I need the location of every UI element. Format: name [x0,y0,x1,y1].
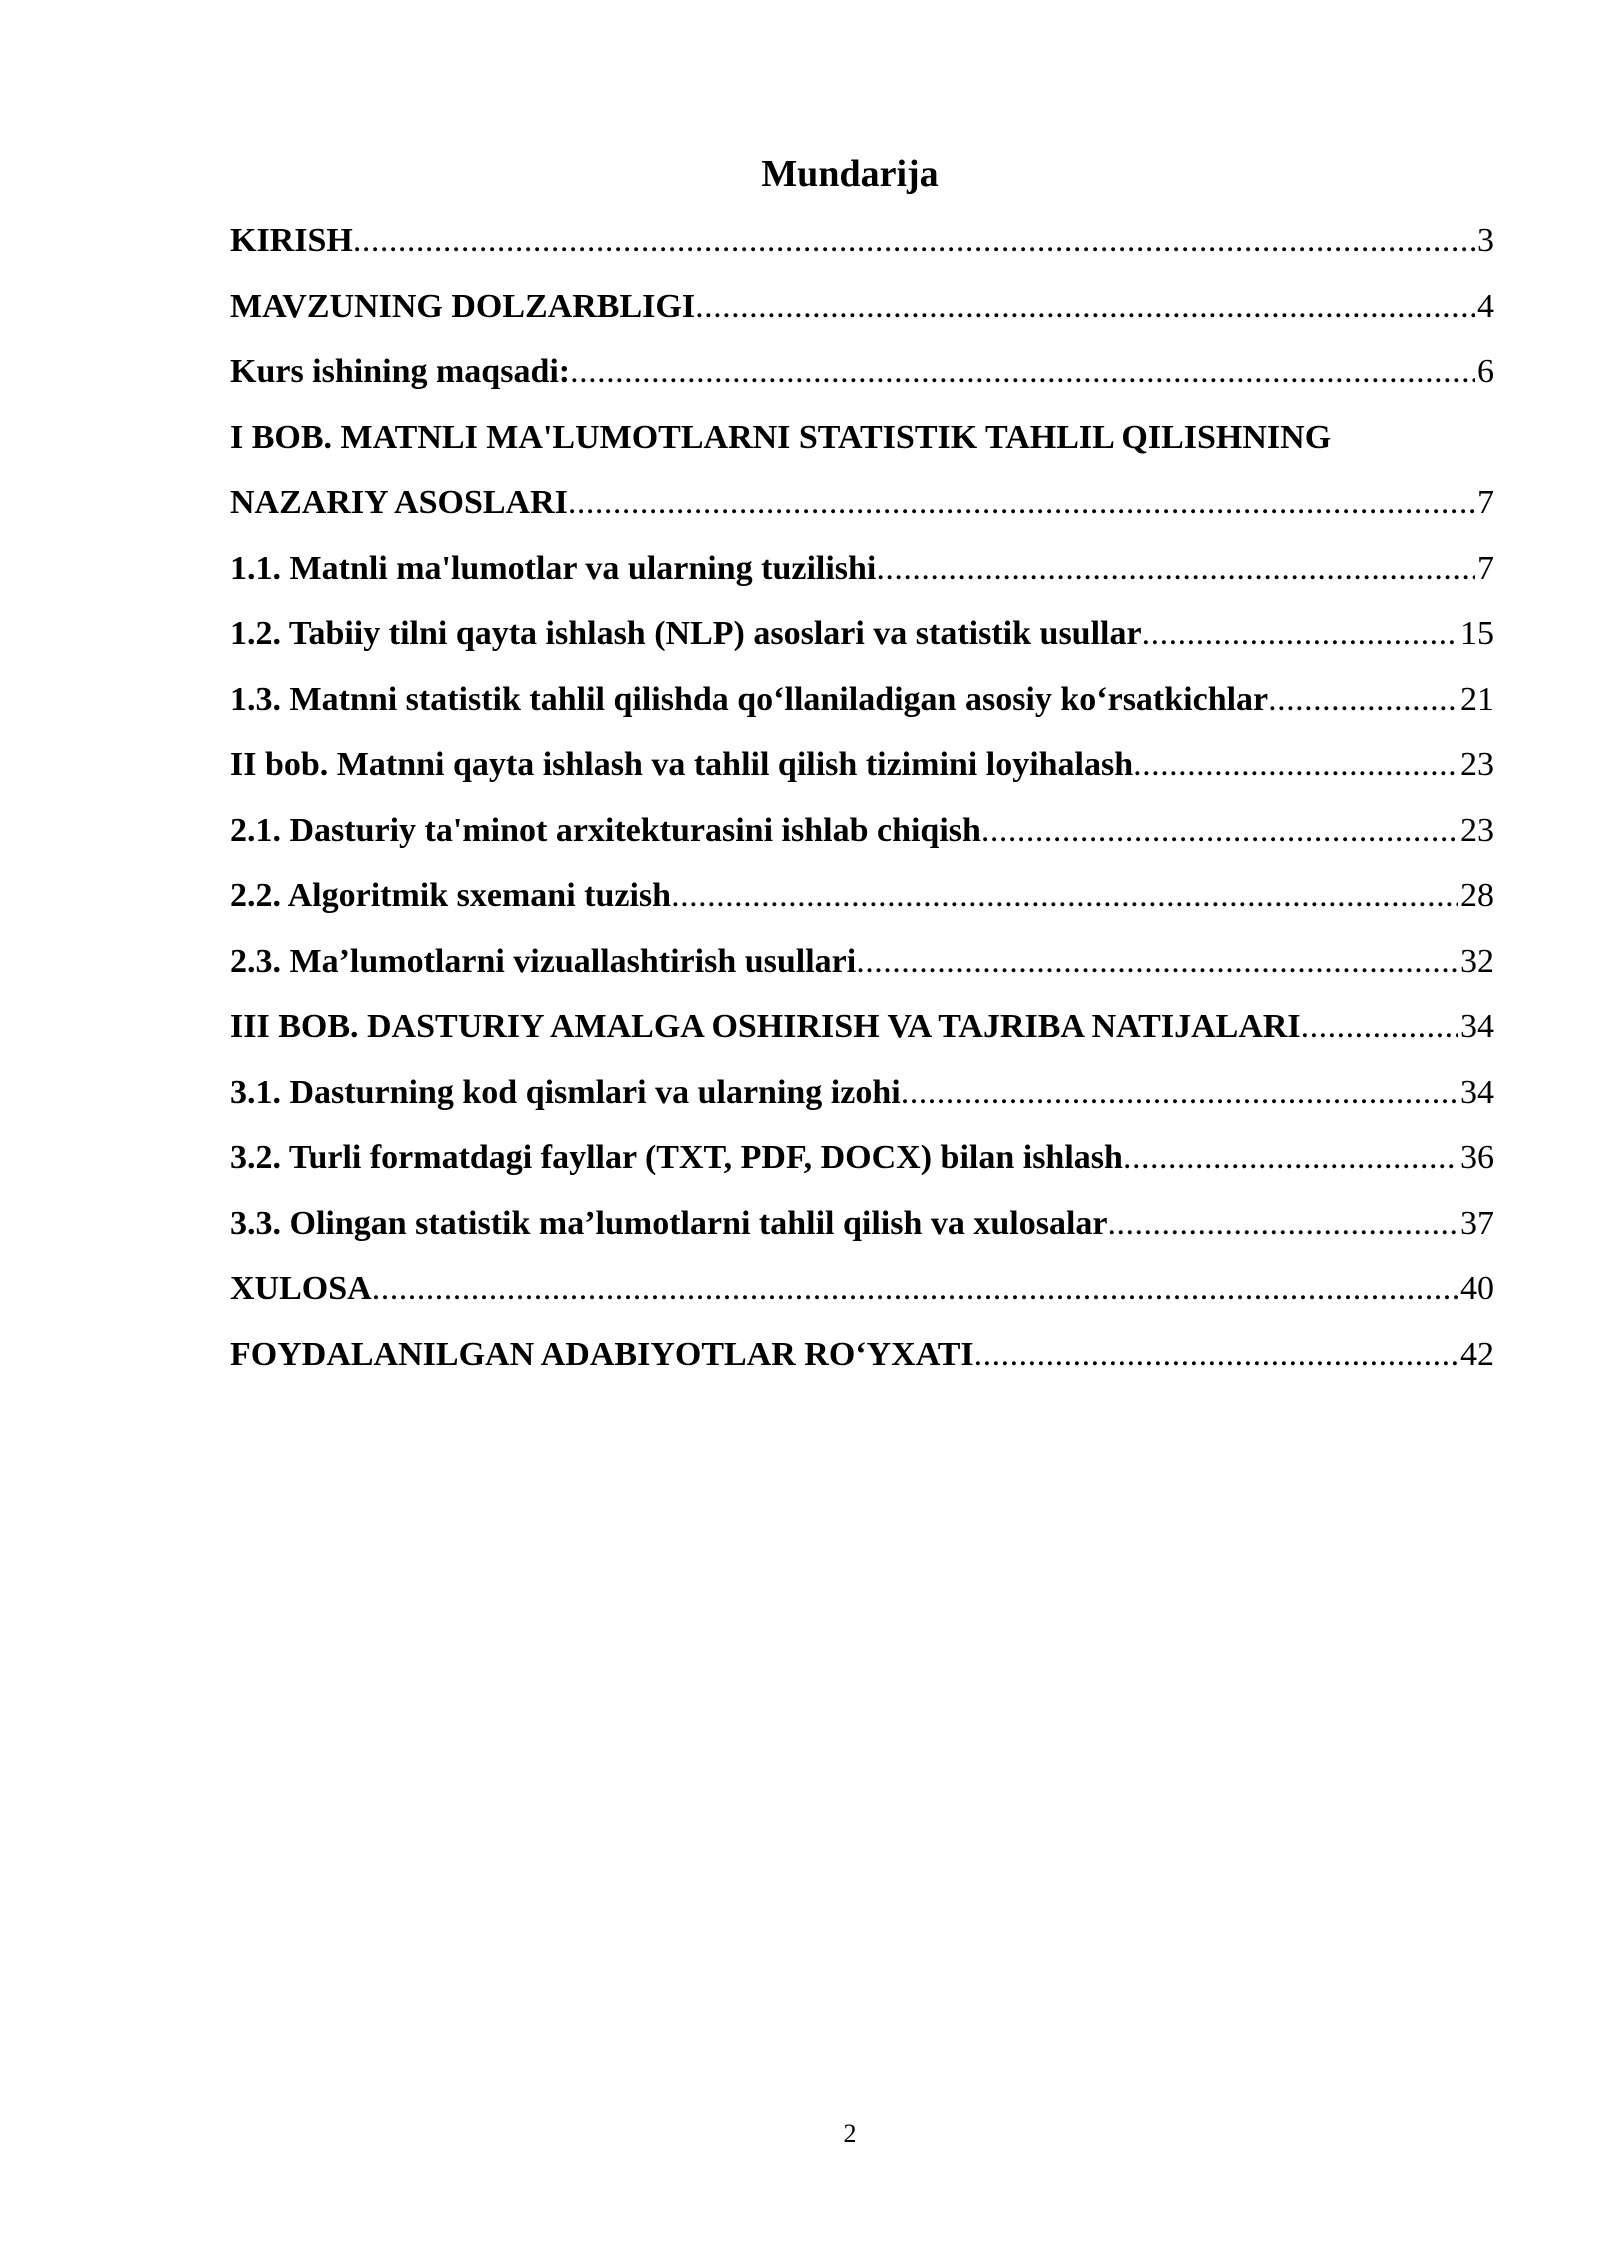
toc-entry-label: 3.1. Dasturning kod qismlari va ularning izohi [230,1073,901,1111]
toc-entry-page: 21 [1460,680,1494,718]
toc-dot-leader [876,536,1475,602]
toc-dot-leader [981,798,1458,864]
toc-entry-label: 1.1. Matnli ma'lumotlar va ularning tuzilishi [230,549,877,587]
toc-entry-chapter-3[interactable] [230,994,1494,1060]
toc-entry-3-2[interactable] [230,1125,1494,1191]
toc-entry-page: 4 [1477,287,1494,325]
toc-entry-page: 15 [1460,615,1494,652]
toc-entry-1-2[interactable] [230,601,1494,667]
toc-entry-mavzuning-dolzarbligi[interactable] [230,274,1494,340]
toc-entry-label: 1.2. Tabiiy tilni qayta ishlash (NLP) asoslari va statistik usullar [230,615,1142,652]
toc-entry-page: 23 [1460,811,1494,849]
toc-entry-page: 28 [1460,877,1494,914]
toc-entry-label: 1.3. Matnni statistik tahlil qilishda qo‘llaniladigan asosiy ko‘rsatkichlar [230,680,1269,718]
toc-entry-kirish[interactable] [230,208,1494,274]
toc-entry-label: I BOB. MATNLI MA'LUMOTLARNI STATISTIK TAHLIL QILISHNING [230,418,1332,456]
toc-entry-page: 40 [1460,1270,1494,1307]
toc-entry-3-3[interactable] [230,1191,1494,1257]
toc-entry-label: NAZARIY ASOSLARI [230,484,568,521]
toc-entry-label: 3.2. Turli formatdagi fayllar (TXT, PDF, DOCX) bilan ishlash [230,1139,1123,1176]
toc-entry-page: 7 [1477,549,1494,587]
toc-dot-leader [1108,1191,1458,1257]
toc-entry-page: 3 [1477,222,1494,259]
toc-entry-page: 34 [1460,1008,1494,1045]
toc-entry-label: Kurs ishining maqsadi: [230,353,571,390]
toc-entry-chapter-2[interactable] [230,732,1494,798]
toc-entry-2-1[interactable] [230,798,1494,864]
toc-dot-leader [372,1256,1458,1322]
toc-dot-leader [568,470,1475,536]
table-of-contents [230,208,1494,1387]
toc-dot-leader [1142,601,1458,667]
toc-dot-leader [974,1322,1458,1388]
toc-entry-2-3[interactable] [230,929,1494,995]
toc-entry-label: MAVZUNING DOLZARBLIGI [230,287,696,325]
toc-entry-adabiyotlar[interactable] [230,1322,1494,1388]
toc-dot-leader [1133,732,1458,798]
toc-entry-page: 32 [1460,942,1494,980]
toc-entry-page: 36 [1460,1139,1494,1176]
toc-entry-2-2[interactable] [230,863,1494,929]
toc-entry-page: 37 [1460,1204,1494,1242]
toc-entry-1-1[interactable] [230,536,1494,602]
toc-entry-nazariy-asoslari[interactable] [230,470,1494,536]
toc-entry-page: 7 [1477,484,1494,521]
toc-dot-leader [671,863,1458,929]
toc-entry-chapter-1-heading[interactable] [230,405,1494,471]
toc-dot-leader [695,274,1475,340]
toc-entry-label: XULOSA [230,1270,372,1307]
toc-dot-leader [856,929,1458,995]
toc-entry-page: 6 [1477,353,1494,390]
toc-entry-label: 2.3. Ma’lumotlarni vizuallashtirish usullari [230,942,857,980]
toc-title: Mundarija [761,153,939,195]
toc-entry-3-1[interactable] [230,1060,1494,1126]
toc-entry-label: KIRISH [230,222,353,259]
toc-entry-page: 42 [1460,1335,1494,1373]
toc-entry-label: III BOB. DASTURIY AMALGA OSHIRISH VA TAJRIBA NATIJALARI [230,1008,1301,1045]
toc-entry-label: 3.3. Olingan statistik ma’lumotlarni tahlil qilish va xulosalar [230,1204,1108,1242]
toc-entry-kurs-ishining-maqsadi[interactable] [230,339,1494,405]
toc-dot-leader [1301,994,1458,1060]
toc-dot-leader [901,1060,1458,1126]
toc-entry-label: 2.1. Dasturiy ta'minot arxitekturasini ishlab chiqish [230,811,981,849]
toc-entry-label: 2.2. Algoritmik sxemani tuzish [230,877,672,914]
toc-entry-1-3[interactable] [230,667,1494,733]
page-number: 2 [843,2119,857,2148]
toc-dot-leader [570,339,1475,405]
toc-entry-label: II bob. Matnni qayta ishlash va tahlil qilish tizimini loyihalash [230,746,1134,783]
toc-entry-page: 34 [1460,1073,1494,1111]
toc-dot-leader [1268,667,1458,733]
toc-dot-leader [1123,1125,1458,1191]
toc-dot-leader [353,208,1475,274]
toc-entry-page: 23 [1460,746,1494,783]
toc-entry-xulosa[interactable] [230,1256,1494,1322]
toc-entry-label: FOYDALANILGAN ADABIYOTLAR RO‘YXATI [230,1335,974,1373]
